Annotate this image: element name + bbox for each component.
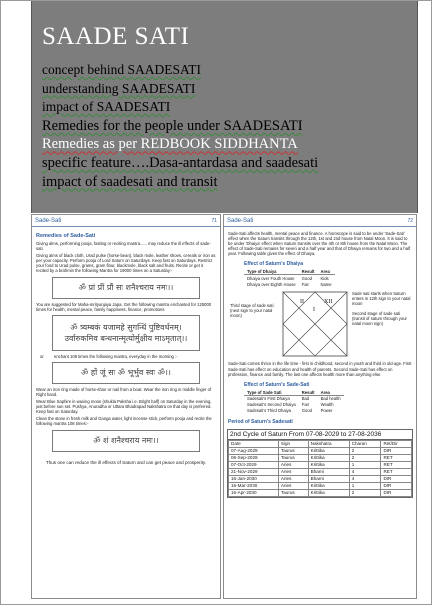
table-cell: DIR [381,447,412,454]
table-cell: 16-Jan-2030 [229,475,279,482]
table-cell: Krittika [308,454,349,461]
closing-text: Thus one can reduce the ill effects of Saturn and can get peace and prosperity. [45,459,207,465]
table-cell: 4 [349,475,381,482]
table-row [244,275,335,282]
table-cell: Name [320,281,332,287]
table-cell: RET [381,461,412,468]
table-cell: Sadesati's Second Dhaiya [247,402,296,408]
table-cell: Bharni [308,475,349,482]
page-number: 71 [211,217,217,224]
table-cell: DIR [381,489,412,496]
japa-paragraph: You are suggested for Maha-mrityunjaya Japa. Get the following mantra enchanted for 125000 times for health, mental peace, family happiness, finance, promotions [36,301,212,312]
table-cell: 07-Oct-2029 [229,461,279,468]
table-cell: 4 [349,468,381,475]
column-header: Area [317,269,334,275]
period-label: Period of Saturn's Sadesati [228,418,293,425]
column-header: Type of Dhaiya [244,269,299,275]
table-cell: Krittika [308,447,349,454]
chart-label-house-12: XII [324,299,333,306]
intro-paragraph: Giving alms, performing pooja, fasting or reciting mantra...... may reduce the ill effects of sade-sati. [36,241,211,252]
table-cell: Bad [301,396,310,402]
chart-label-house-1: I [313,307,315,314]
table-cell: Sadesati's Third Dhaiya [247,408,292,414]
table-cell: 1 [349,461,381,468]
table-cell: Sadesati's First Dhaiya [247,396,290,402]
table-cell: 2 [349,447,381,454]
table-row [229,482,412,489]
cycle-title: 2nd Cycle of Saturn From 07-08-2029 to 27-08-2036 [228,430,412,440]
table-cell: Taurus [278,447,308,454]
table-cell: Kids [320,275,329,281]
saturn-cycle-table [228,440,412,497]
alms-paragraph: Giving alms of black cloth, Urad pulse (horse-bean), black mole, leather shoes, cereals or iron as per your capacity. Perform pooja of Lord Saturn on Saturdays. Keep fast on Saturdays. Restrict your food to Urad pulse, grams, gram flour, blackmole, black salt and fruits. Recite or get it recited by a brahmin the following Mantra for 19000 times on a Saturday:- [36,253,216,274]
dhaiya-table-title: Effect of Saturn's Dhaiya [244,261,303,268]
or-row [36,354,216,359]
table-cell: Dhaiya over Eighth House [247,281,296,287]
page-header-title: Sade-Sati [35,217,62,224]
section-title: Remedies of Sade-Sati [36,233,96,239]
table-cell: DIR [381,475,412,482]
column-header: Ret/Dir [381,440,412,447]
page-number: 72 [407,217,413,224]
left-book-page [31,214,221,599]
mantra-box-3: ॐ हों जूं सः ॐ भूर्भुव स्वः ॐ।। [52,362,200,384]
mantra-box-1: ॐ प्रां प्रीं प्रौं सः शनैश्चराय नमः।। [52,277,200,299]
topic-line: concept behind SAADESATI [42,62,201,77]
table-cell: 2 [349,454,381,461]
table-cell: DIR [381,482,412,489]
topic-line: impact of SAADESATI [42,99,171,115]
table-cell: Dhaiya over Fouth House [247,275,295,281]
table-cell: Good [301,275,312,281]
column-header: Nakshatra [308,440,349,447]
mantra-box-4: ॐ शं शनैश्चराय नमः।। [52,430,200,452]
table-cell: Krittika [308,482,349,489]
table-row [244,402,344,408]
third-stage-note: Third stage of sade sati (next sign to your natal moon) [230,303,274,319]
table-cell: Bad health [320,396,341,402]
topic-list [42,61,412,191]
table-cell: RET [381,454,412,461]
saturn-cycle-box [227,429,413,498]
mantra-2-line-1: ॐ त्र्यम्बकं यजामहे सुगन्धिं पुष्टिवर्धनम्। [70,322,182,332]
table-cell: Aries [278,475,308,482]
table-cell: RET [381,468,412,475]
topic-line: understanding SAADESATI [42,80,196,96]
table-cell: 21-Nov-2029 [229,468,279,475]
column-header: Result [299,390,318,396]
table-cell: Power [320,408,333,414]
table-cell: 16-Apr-2030 [229,489,279,496]
page-header [224,215,416,227]
table-cell: Aries [278,468,308,475]
or-text: enchant 108 times the following mantra, everyday in the morning :- [54,353,178,359]
table-row [229,475,412,482]
column-header: Sign [278,440,308,447]
table-cell: Krittika [308,489,349,496]
mantra-box-2 [52,315,200,351]
table-cell: Taurus [278,489,308,496]
second-stage-note: Second stage of sade sati (transit of saturn through your natal moon sign) [352,311,407,327]
topic-line: specific feature….Dasa-antardasa and saadesati [42,154,319,171]
column-header: Area [318,390,344,396]
sadesati-table [244,390,344,414]
table-row [229,461,412,468]
table-row [244,408,344,414]
or-label: or [40,353,44,359]
column-header: Result [299,269,318,275]
topic-line: Remedies as per REDBOOK SIDDHANTA [42,136,298,153]
stone-cleaning-paragraph: Clean the stone in fresh milk and Ganga water, light incense stick, perform pooja and recite the following mantra 108 times:- [36,416,212,427]
column-header: Charan [349,440,381,447]
horoscope-chart [282,291,348,357]
intro-paragraph: Sade-Sati affects health, mental peace and finance. A horoscope is said to be under 'Sade-Sati' effect when the Saturn transits through the 12th, 1st and 2nd house from Natal Moon. It is said to be under 'Dhaiya' effect when Saturn transits over the 4th or 8th house from the Natal Moon. The effect of Sade-Sati remains for seven and a half year and that of Dhaiya remains for two and a half year. Following table gives the effect of Dhaiya. [228,231,411,257]
table-cell: Taurus [278,454,308,461]
page-header [32,215,220,227]
blue-saphire-paragraph: Wear Blue Saphire in waxing moon (shukla Paksha i.e. Bright half) on Saturday in the evening, just before sun set. Pushya, Anuradha or Uttara Bhadrapad Nakshatra on that day is preferred. Keep fast on Saturday. [36,399,212,415]
table-cell: 2 [349,489,381,496]
table-cell: Good [301,408,313,414]
topic-line: Remedies for the people under SAADESATI [42,117,303,134]
sade-sati-chart [228,291,412,359]
table-cell: 1 [349,482,381,489]
sadesati-table-title: Effect of Saturn's Sade-Sati [244,381,310,388]
table-row [229,447,412,454]
iron-ring-paragraph: Wear an iron ring made of horse-shoe or nail from a boat. Wear the iron ring in middle finger of Right hand. [36,386,212,397]
table-cell: 16-Mar-2030 [229,482,279,489]
table-row [244,281,335,287]
right-book-page [223,214,417,599]
start-stage-note: Sade sati starts when Saturn enters in 12th sign to your natal moon [352,291,411,307]
table-cell: 06-Sep-2029 [229,454,279,461]
page-header-title: Sade-Sati [227,217,254,224]
table-cell: Wealth [320,402,334,408]
table-cell: Krittika [308,461,349,468]
chart-right-notes [352,291,412,326]
table-row [229,489,412,496]
table-row [229,454,412,461]
dhaiya-table [244,269,335,287]
topic-line: impact of saadesati and transit [42,173,218,190]
column-header: Date [229,440,279,447]
table-cell: Fair [301,402,309,408]
table-row [229,468,412,475]
table-cell: Fair [301,281,309,287]
table-cell: Aries [278,461,308,468]
life-cycle-paragraph: Sade-Sati comes thrice in the life time - first in childhood, second in youth and third in old-age. First Sade-Sati has effect on education and health of parents. Second Sade-Sati has effect on profession, finance and family. The last one affects health more than anything else. [228,361,412,377]
slide-title: SAADE SATI [42,23,190,50]
chart-label-house-2: II [300,299,304,306]
column-header: Type of Sade Sati [244,390,299,396]
table-cell: Bharni [308,468,349,475]
mantra-2-line-2: उर्वारुकमिव बन्धनान्मृत्योर्मुक्षीय माऽमृतात्।। [64,333,188,343]
table-cell: Aries [278,482,308,489]
table-cell: 07-Aug-2029 [229,447,279,454]
slide-title-panel [31,1,418,213]
